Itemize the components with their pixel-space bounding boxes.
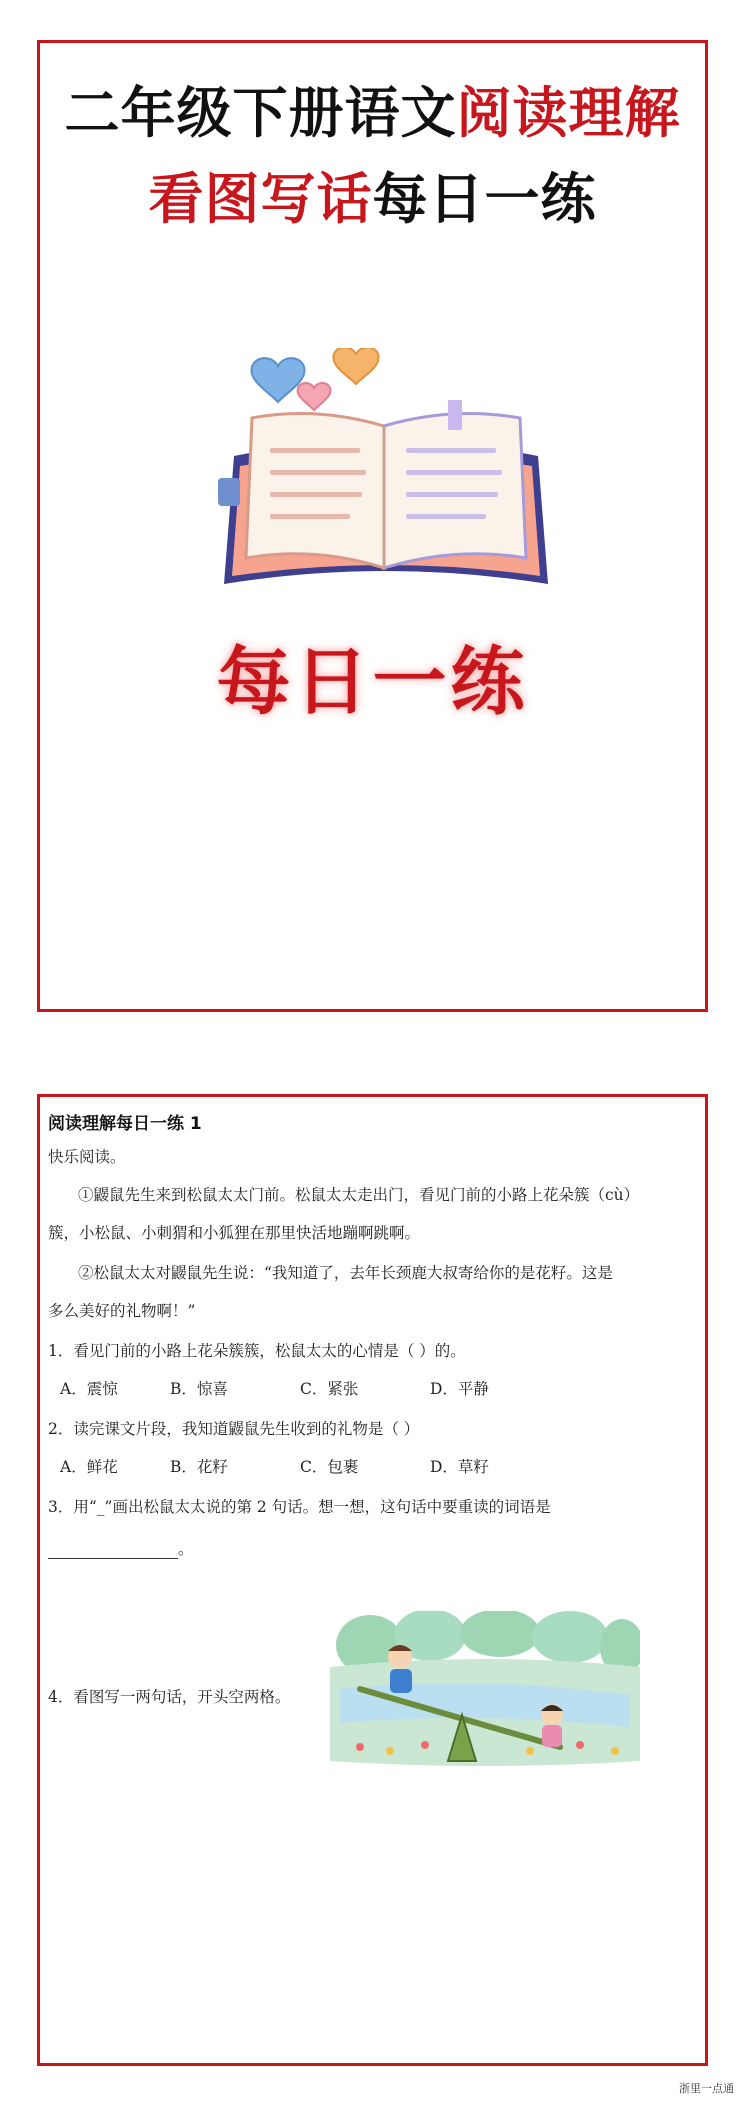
q1-option-d[interactable]: D．平静 [430, 1380, 489, 1398]
question-1: 1．看见门前的小路上花朵簇簇，松鼠太太的心情是（ ）的。 [48, 1342, 466, 1360]
blue-heart-icon [252, 358, 305, 402]
worksheet-page [37, 1094, 708, 2066]
title-grade-text: 二年级下册语文 [64, 81, 457, 145]
passage-para2-line1: ②松鼠太太对鼹鼠先生说：“我知道了，去年长颈鹿大叔寄给你的是花籽。这是 [78, 1264, 613, 1282]
answer-blank[interactable] [48, 1544, 178, 1559]
q2-option-a[interactable]: A．鲜花 [60, 1458, 118, 1476]
q2-option-b[interactable]: B．花籽 [170, 1458, 228, 1476]
cover-title-line2 [40, 155, 705, 234]
question-1-options [60, 1377, 697, 1399]
open-book-illustration [216, 348, 556, 633]
q2-option-d[interactable]: D．草籽 [430, 1458, 489, 1476]
question-3-tail: 。 [178, 1540, 194, 1558]
passage-para1-line2: 簇，小松鼠、小刺猬和小狐狸在那里快活地蹦啊跳啊。 [48, 1224, 421, 1242]
question-2: 2．读完课文片段，我知道鼹鼠先生收到的礼物是（ ） [48, 1420, 420, 1438]
pink-heart-icon [298, 383, 331, 410]
footer-watermark: 浙里一点通 [679, 2082, 734, 2095]
cover-page [37, 40, 708, 1012]
daily-practice-stamp: 每日一练 [216, 639, 529, 725]
q1-option-a[interactable]: A．震惊 [60, 1380, 118, 1398]
cover-title-line1 [40, 69, 705, 148]
title-reading-text: 阅读理解 [456, 81, 681, 145]
q1-option-b[interactable]: B．惊喜 [170, 1380, 228, 1398]
passage-para1-line1: ①鼹鼠先生来到松鼠太太门前。松鼠太太走出门，看见门前的小路上花朵簇（cù） [78, 1186, 640, 1204]
title-picture-writing-text: 看图写话 [148, 167, 373, 231]
seesaw-children-picture [330, 1611, 640, 1775]
question-4: 4．看图写一两句话，开头空两格。 [48, 1688, 291, 1706]
passage-para2-line2: 多么美好的礼物啊！” [48, 1302, 196, 1320]
title-daily-text: 每日一练 [372, 167, 597, 231]
orange-heart-icon [333, 348, 378, 384]
worksheet-heading: 阅读理解每日一练 1 [48, 1114, 202, 1134]
question-3: 3．用“_”画出松鼠太太说的第 2 句话。想一想，这句话中要重读的词语是 [48, 1498, 551, 1516]
instruction-text: 快乐阅读。 [48, 1148, 126, 1166]
q2-option-c[interactable]: C．包裹 [300, 1458, 359, 1476]
question-2-options [60, 1455, 697, 1477]
q1-option-c[interactable]: C．紧张 [300, 1380, 359, 1398]
question-3-answer-line [48, 1537, 697, 1559]
